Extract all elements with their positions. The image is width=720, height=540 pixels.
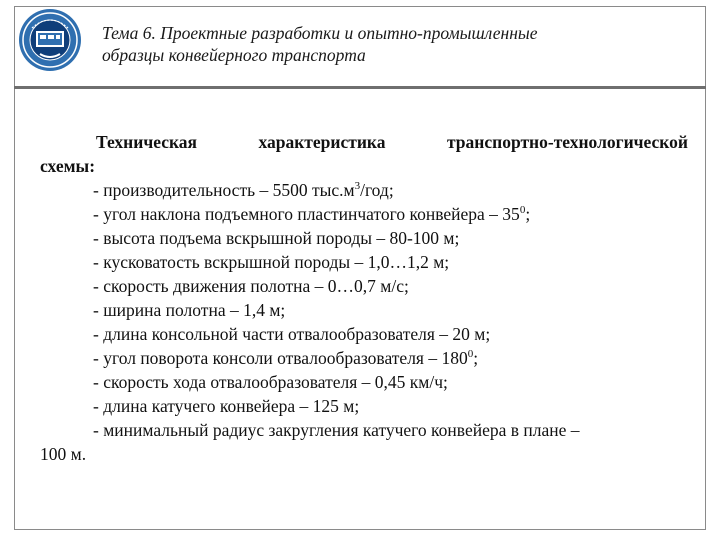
slide-title-line-2: образцы конвейерного транспорта: [102, 45, 366, 65]
slide-title-line-1: Тема 6. Проектные разработки и опытно-промышленные: [102, 23, 538, 43]
spec-item: - минимальный радиус закругления катучего конвейера в плане –: [93, 420, 580, 440]
spec-item: - угол поворота консоли отвалообразователя – $180^0$;: [93, 348, 479, 368]
spec-item: - производительность – 5500 $тыс.м^3$/год;: [93, 180, 394, 200]
spec-item: - ширина полотна – 1,4 м;: [93, 300, 286, 320]
spec-item: - кусковатость вскрышной породы – 1,0…1,2 м;: [93, 252, 450, 272]
spec-item: - угол наклона подъемного пластинчатого конвейера – $35^0$;: [93, 204, 531, 224]
lead-heading: [40, 130, 688, 154]
spec-item: - длина катучего конвейера – 125 м;: [93, 396, 360, 416]
spec-item: - длина консольной части отвалообразователя – 20 м;: [93, 324, 491, 344]
lead-word-1: Техническая: [96, 132, 197, 152]
spec-item: - высота подъема вскрышной породы – 80-100 м;: [93, 228, 460, 248]
content-body: [40, 130, 688, 466]
spec-continuation: 100 м.: [40, 444, 87, 464]
lead-word-3: транспортно-технологической: [446, 132, 688, 152]
lead-word-2: характеристика: [258, 132, 386, 152]
university-emblem-icon: [18, 8, 82, 72]
spec-item: - скорость движения полотна – 0…0,7 м/с;: [93, 276, 409, 296]
lead-heading-line-2: схемы:: [40, 156, 96, 176]
spec-item: - скорость хода отвалообразователя – 0,45 км/ч;: [93, 372, 448, 392]
slide-title: [102, 22, 662, 66]
spec-list: [40, 178, 688, 442]
